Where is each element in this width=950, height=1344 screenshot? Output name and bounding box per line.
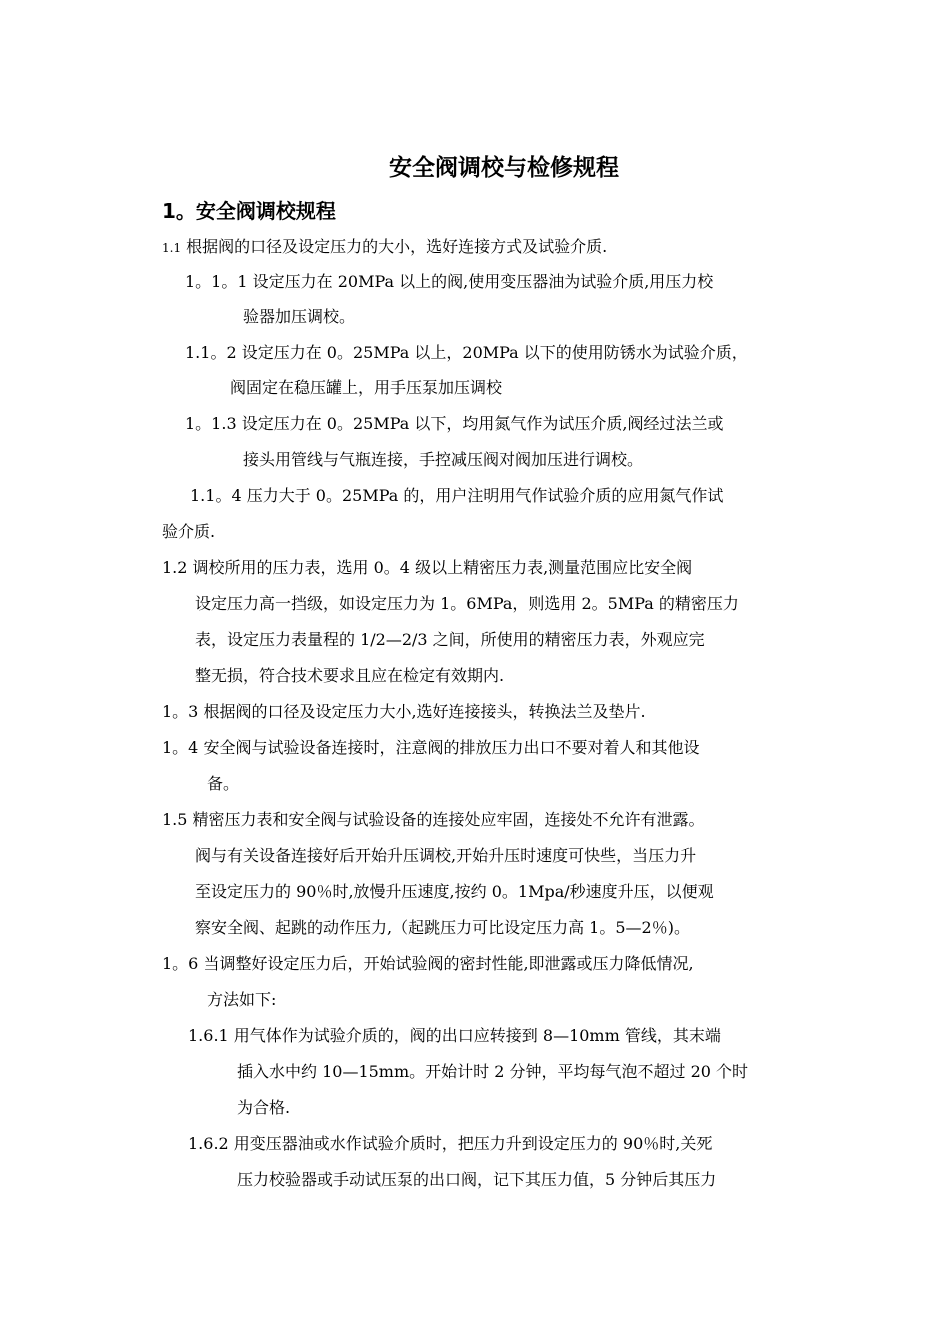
- text-line: 方法如下:: [207, 990, 277, 1009]
- text-line: 1.1。2 设定压力在 0。25MPa 以上，20MPa 以下的使用防锈水为试验介质，: [185, 343, 748, 362]
- text-line: 整无损，符合技术要求且应在检定有效期内.: [195, 666, 505, 685]
- text-line: 1.6.1 用气体作为试验介质的，阀的出口应转接到 8—10mm 管线，其末端: [188, 1026, 721, 1045]
- text-line: 1。1.3 设定压力在 0。25MPa 以下，均用氮气作为试压介质,阀经过法兰或: [185, 414, 724, 433]
- text-line: 表，设定压力表量程的 1/2—2/3 之间，所使用的精密压力表，外观应完: [195, 630, 705, 649]
- text-line: 阀与有关设备连接好后开始升压调校,开始升压时速度可快些，当压力升: [195, 846, 697, 865]
- text-line: 察安全阀、起跳的动作压力,（起跳压力可比设定压力高 1。5—2％)。: [195, 918, 690, 937]
- text-line: 1.1 根据阀的口径及设定压力的大小，选好连接方式及试验介质.: [162, 237, 608, 256]
- text-line: 1.5 精密压力表和安全阀与试验设备的连接处应牢固，连接处不允许有泄露。: [162, 810, 705, 829]
- text-line: 备。: [207, 774, 240, 793]
- text-line: 1。4 安全阀与试验设备连接时，注意阀的排放压力出口不要对着人和其他设: [162, 738, 700, 757]
- text-line: 验器加压调校。: [243, 307, 356, 326]
- document-title: 安全阀调校与检修规程: [389, 155, 619, 181]
- text-line: 为合格.: [237, 1098, 291, 1117]
- text-line: 1。3 根据阀的口径及设定压力大小,选好连接接头，转换法兰及垫片.: [162, 702, 646, 721]
- text-line: 1.6.2 用变压器油或水作试验介质时，把压力升到设定压力的 90％时,关死: [188, 1134, 713, 1153]
- text-line: 验介质.: [162, 522, 216, 541]
- text-line: 1。1。1 设定压力在 20MPa 以上的阀,使用变压器油为试验介质,用压力校: [185, 272, 714, 291]
- text-line: 1.1。4 压力大于 0。25MPa 的，用户注明用气作试验介质的应用氮气作试: [190, 486, 724, 505]
- section-heading: 1。安全阀调校规程: [162, 199, 336, 223]
- line-number: 1.1: [162, 241, 182, 255]
- text-line: 至设定压力的 90％时,放慢升压速度,按约 0。1Mpa/秒速度升压，以便观: [195, 882, 714, 901]
- text-line: 阀固定在稳压罐上，用手压泵加压调校: [230, 378, 503, 397]
- text-line: 1。6 当调整好设定压力后，开始试验阀的密封性能,即泄露或压力降低情况,: [162, 954, 694, 973]
- text-line: 1.2 调校所用的压力表，选用 0。4 级以上精密压力表,测量范围应比安全阀: [162, 558, 693, 577]
- text-line: 压力校验器或手动试压泵的出口阀，记下其压力值，5 分钟后其压力: [237, 1170, 717, 1189]
- text-line: 插入水中约 10—15mm。开始计时 2 分钟，平均每气泡不超过 20 个时: [237, 1062, 749, 1081]
- text-line: 设定压力高一挡级，如设定压力为 1。6MPa，则选用 2。5MPa 的精密压力: [195, 594, 739, 613]
- text-line: 接头用管线与气瓶连接，手控减压阀对阀加压进行调校。: [243, 450, 644, 469]
